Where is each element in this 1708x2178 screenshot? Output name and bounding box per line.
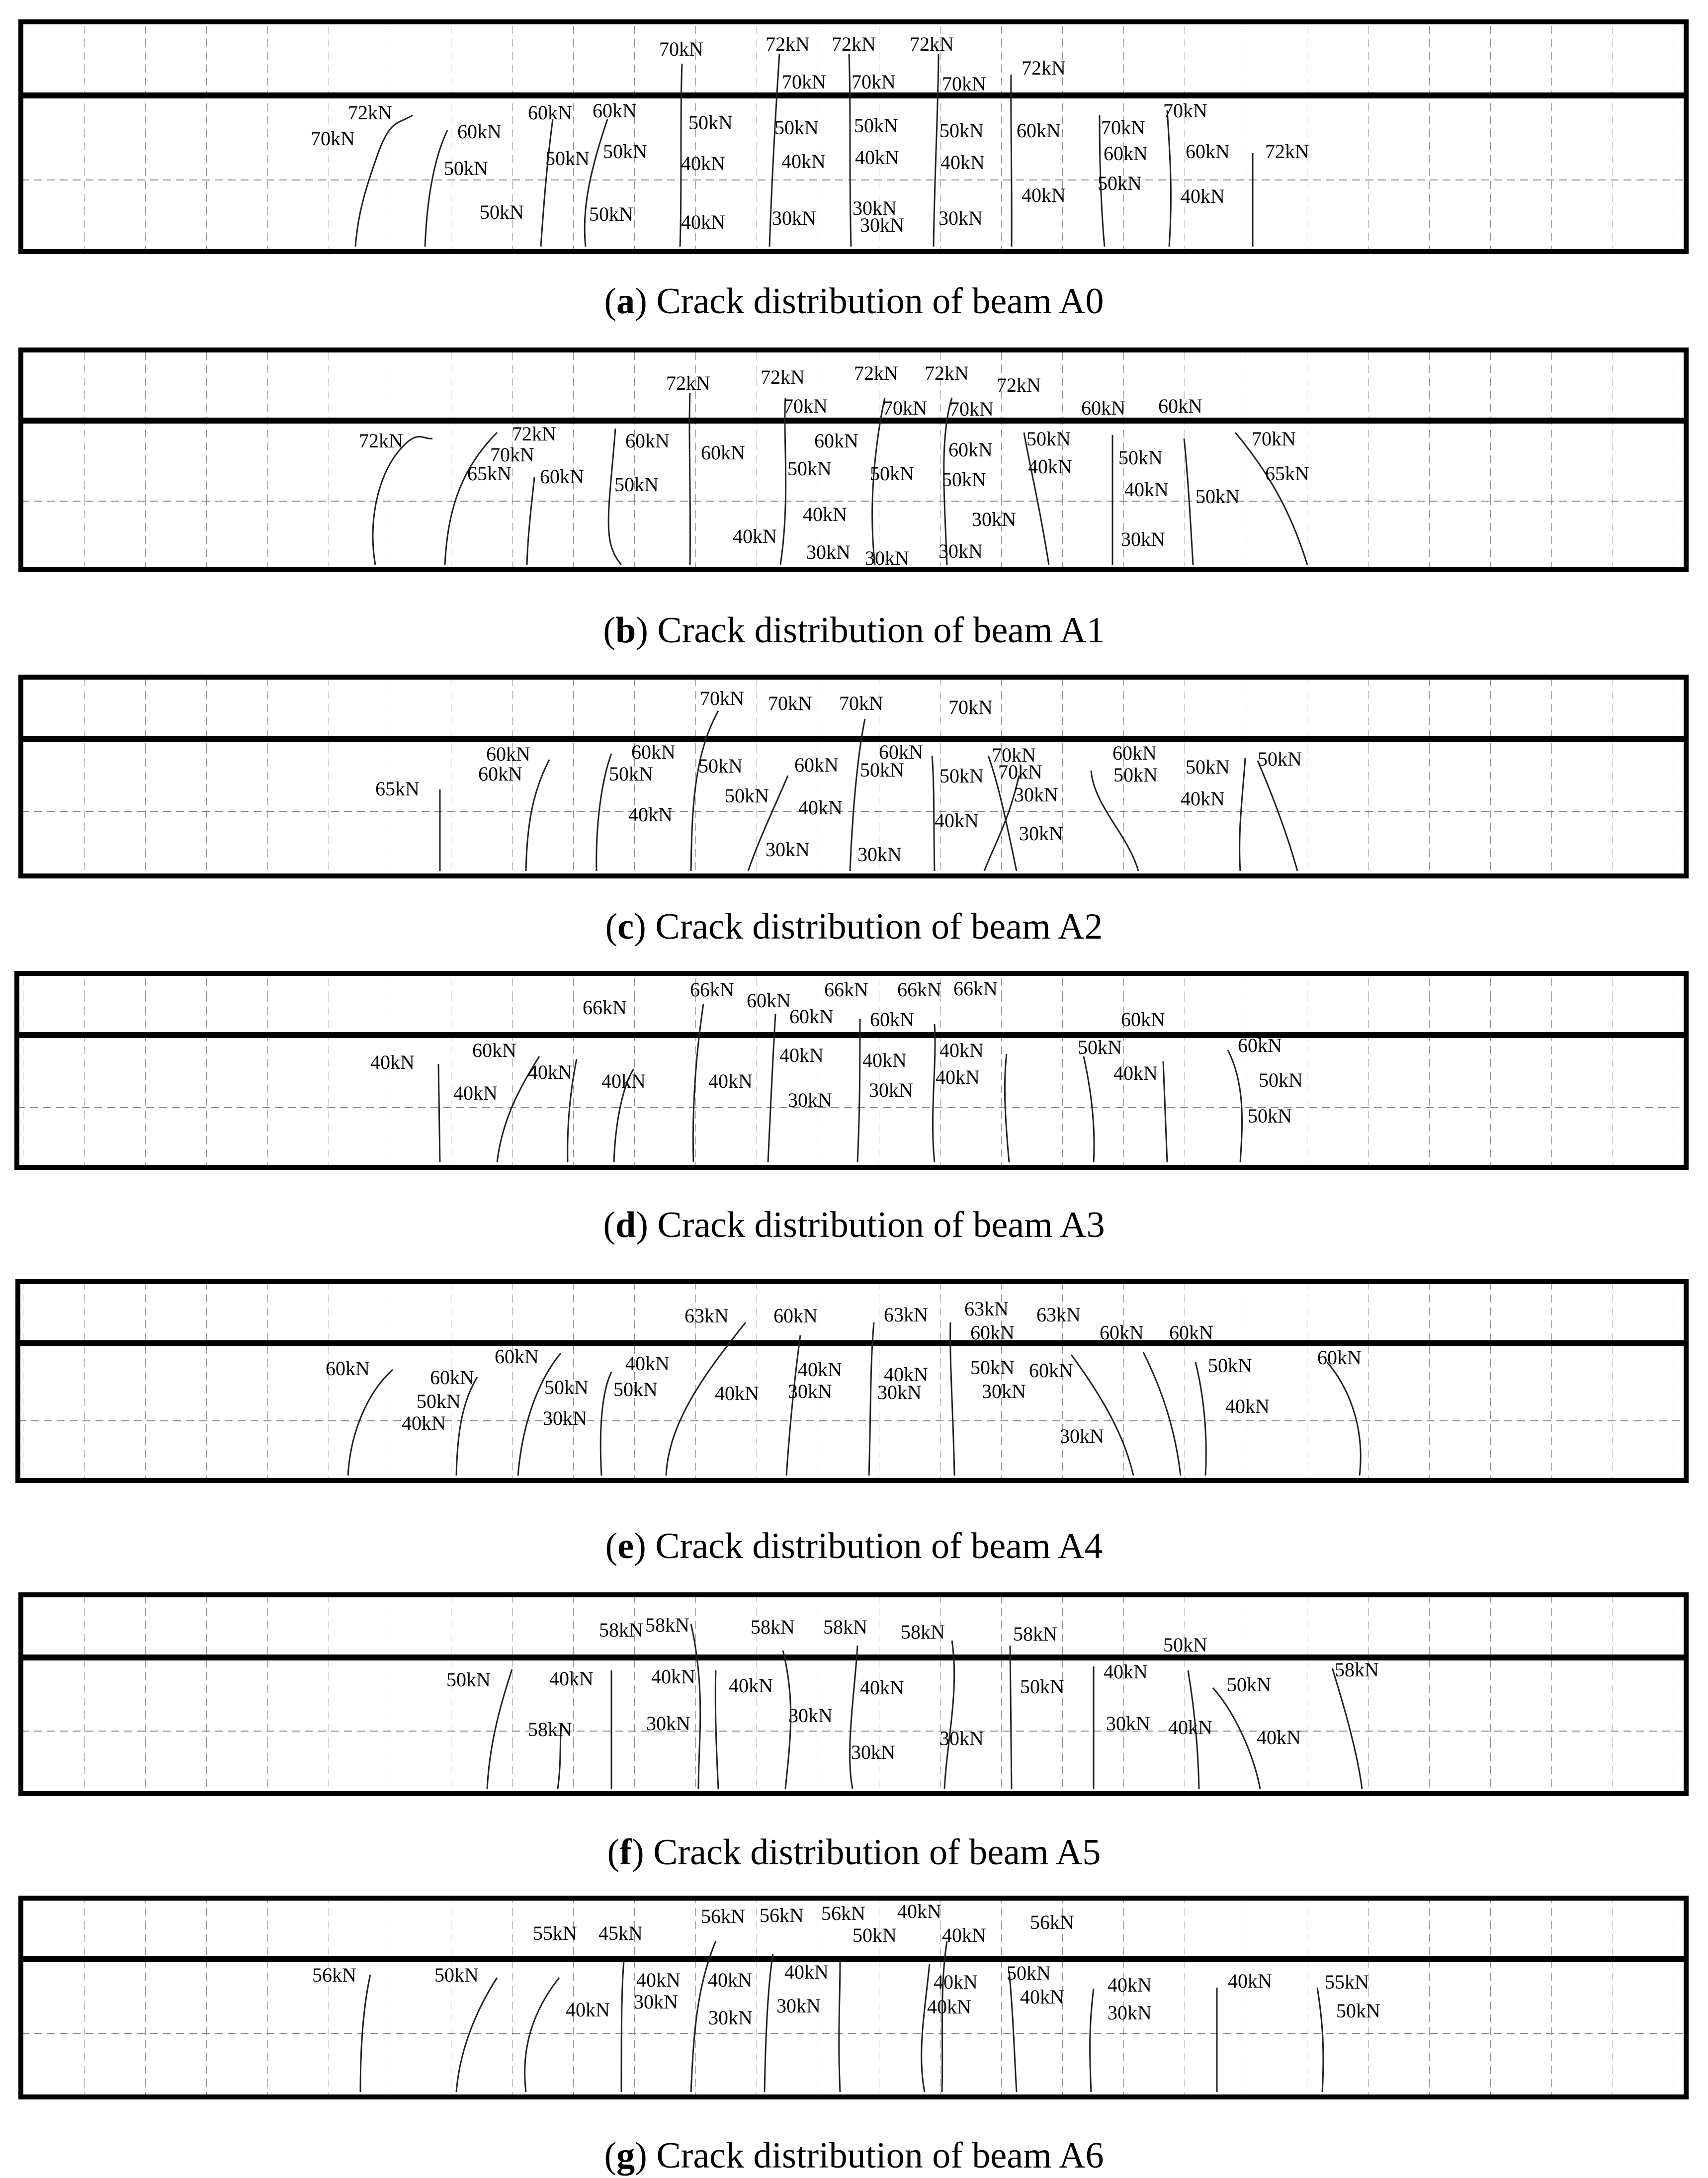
load-label: 70kN [490,443,534,466]
load-label: 40kN [601,1070,646,1092]
load-label: 60kN [948,438,993,461]
load-label: 40kN [1108,1974,1152,1996]
load-label: 70kN [883,397,927,419]
load-label: 50kN [774,116,819,139]
load-label: 66kN [690,978,734,1001]
load-label: 58kN [1013,1623,1057,1645]
load-label: 55kN [533,1922,577,1944]
load-label: 30kN [646,1712,690,1735]
load-label: 40kN [402,1412,446,1434]
load-label: 40kN [1181,185,1225,207]
load-label: 50kN [939,119,984,142]
load-label: 70kN [948,696,993,718]
load-label: 40kN [1228,1970,1272,1992]
load-label: 30kN [543,1407,587,1429]
load-label: 40kN [1225,1395,1270,1417]
panel-caption: (d) Crack distribution of beam A3 [603,1205,1105,1245]
load-label: 40kN [803,503,847,525]
load-label: 50kN [1078,1036,1122,1058]
load-label: 60kN [472,1039,516,1061]
load-label: 60kN [789,1005,834,1028]
load-label: 66kN [824,978,868,1001]
load-label: 70kN [992,744,1036,766]
load-label: 72kN [512,423,556,445]
load-label: 50kN [444,157,488,179]
load-label: 40kN [781,150,826,173]
load-label: 40kN [453,1082,498,1104]
load-label: 50kN [480,201,524,223]
load-label: 40kN [1181,787,1225,810]
load-label: 50kN [614,473,659,496]
load-label: 60kN [773,1305,818,1327]
load-label: 63kN [684,1305,729,1327]
load-label: 60kN [1317,1346,1362,1369]
load-label: 72kN [925,362,969,384]
load-label: 40kN [940,151,985,174]
load-label: 60kN [540,465,584,488]
load-label: 66kN [583,996,627,1019]
load-label: 40kN [1113,1062,1158,1084]
load-label: 63kN [1036,1304,1081,1326]
load-label: 50kN [1098,172,1142,194]
panel-caption: (c) Crack distribution of beam A2 [605,906,1103,947]
load-label: 40kN [935,809,979,832]
load-label: 60kN [528,101,572,124]
load-label: 30kN [772,207,816,229]
panel-caption: (f) Crack distribution of beam A5 [607,1832,1101,1873]
load-label: 50kN [870,462,914,485]
load-label: 56kN [821,1902,865,1924]
load-label: 58kN [1335,1658,1379,1681]
load-label: 60kN [593,99,637,122]
load-label: 72kN [1022,57,1066,79]
load-label: 40kN [936,1066,980,1088]
load-label: 70kN [942,73,986,95]
load-label: 70kN [311,127,355,150]
load-label: 50kN [434,1964,479,1986]
load-label: 50kN [1208,1354,1252,1377]
load-label: 63kN [884,1304,928,1326]
load-label: 60kN [1017,119,1061,142]
load-label: 60kN [1100,1321,1144,1344]
load-label: 40kN [897,1900,941,1922]
load-label: 50kN [860,759,904,781]
load-label: 50kN [1227,1673,1271,1696]
load-label: 65kN [1265,462,1309,485]
load-label: 60kN [1081,397,1125,419]
load-label: 50kN [1020,1675,1064,1698]
load-label: 70kN [700,687,744,709]
load-label: 40kN [566,1999,610,2021]
panel-f [21,1595,1686,1873]
load-label: 56kN [312,1964,356,1986]
load-label: 60kN [457,120,502,143]
panel-e [18,1282,1686,1567]
load-label: 70kN [1101,116,1145,139]
load-label: 58kN [751,1616,795,1638]
load-label: 60kN [701,441,745,464]
load-label: 50kN [544,1376,589,1398]
load-label: 50kN [1196,485,1240,508]
load-label: 30kN [776,1995,821,2017]
load-label: 40kN [1020,1986,1064,2008]
load-label: 50kN [603,140,647,163]
load-label: 30kN [939,1727,984,1749]
load-label: 40kN [860,1676,904,1699]
load-label: 50kN [1118,446,1163,469]
load-label: 60kN [631,741,676,763]
load-label: 40kN [1168,1716,1212,1739]
load-label: 40kN [681,211,725,233]
load-label: 50kN [446,1668,491,1691]
load-label: 60kN [970,1321,1015,1344]
load-label: 50kN [854,114,898,137]
load-label: 60kN [1104,142,1148,165]
load-label: 40kN [884,1363,928,1386]
load-label: 30kN [634,1991,678,2013]
load-label: 30kN [877,1381,922,1403]
load-label: 60kN [879,741,923,763]
load-label: 30kN [766,838,810,861]
load-label: 30kN [1014,784,1058,806]
load-label: 30kN [982,1380,1026,1402]
load-label: 55kN [1325,1971,1369,1993]
load-label: 40kN [798,1358,842,1381]
load-label: 70kN [949,398,994,420]
load-label: 60kN [1029,1359,1073,1382]
load-label: 50kN [1026,428,1071,450]
load-label: 50kN [1258,748,1302,770]
load-label: 30kN [788,1089,832,1111]
load-label: 40kN [855,146,899,169]
load-label: 60kN [625,430,670,452]
load-label: 60kN [1169,1321,1213,1344]
load-label: 50kN [545,147,590,170]
load-label: 50kN [1113,764,1158,786]
load-label: 60kN [1238,1034,1282,1056]
load-label: 50kN [698,755,743,777]
load-label: 50kN [942,468,986,491]
load-label: 56kN [760,1904,804,1926]
load-label: 65kN [467,462,512,485]
load-label: 70kN [839,692,883,714]
load-label: 70kN [852,71,896,93]
load-label: 30kN [788,1704,833,1727]
load-label: 72kN [359,430,403,452]
load-label: 40kN [708,1070,753,1092]
load-label: 58kN [599,1619,643,1641]
panel-a [21,22,1686,322]
load-label: 72kN [1265,140,1309,163]
load-label: 70kN [783,395,828,417]
load-label: 60kN [814,430,858,452]
load-label: 50kN [589,203,633,225]
panel-caption: (a) Crack distribution of beam A0 [604,281,1104,322]
load-label: 30kN [857,843,902,866]
load-label: 72kN [761,366,805,388]
load-label: 66kN [897,978,941,1001]
load-label: 30kN [939,207,983,229]
load-label: 30kN [860,214,904,236]
load-label: 40kN [549,1667,594,1690]
load-label: 30kN [1106,1712,1150,1735]
load-label: 40kN [862,1049,907,1071]
load-label: 72kN [348,101,392,124]
load-label: 40kN [651,1665,695,1688]
panel-d [17,973,1686,1245]
load-label: 50kN [939,765,984,787]
load-label: 70kN [659,38,703,60]
load-label: 50kN [970,1356,1015,1379]
load-label: 50kN [1007,1962,1051,1984]
load-label: 45kN [598,1922,643,1944]
load-label: 60kN [478,763,522,785]
load-label: 72kN [997,374,1041,396]
load-label: 60kN [1158,395,1202,417]
load-label: 60kN [486,743,530,765]
load-label: 30kN [788,1380,832,1402]
load-label: 40kN [1104,1660,1148,1683]
load-label: 60kN [747,989,791,1012]
load-label: 30kN [1108,2002,1152,2024]
load-label: 72kN [832,33,876,55]
load-label: 60kN [1121,1008,1165,1031]
load-label: 58kN [901,1621,945,1643]
load-label: 60kN [794,754,839,776]
load-label: 50kN [1259,1069,1303,1091]
load-label: 50kN [1186,756,1230,778]
load-label: 70kN [1252,428,1296,450]
load-label: 63kN [964,1298,1009,1320]
load-label: 40kN [628,803,673,826]
load-label: 30kN [865,547,909,569]
load-label: 70kN [768,692,812,714]
panel-caption: (b) Crack distribution of beam A1 [603,610,1105,651]
load-label: 50kN [417,1390,461,1412]
load-label: 50kN [609,763,653,785]
load-label: 56kN [1030,1911,1074,1933]
load-label: 40kN [1022,184,1066,206]
load-label: 30kN [853,197,897,219]
load-label: 50kN [688,111,733,134]
load-label: 40kN [779,1044,824,1066]
load-label: 60kN [495,1345,539,1368]
load-label: 50kN [725,784,769,807]
load-label: 72kN [854,362,898,384]
panel-b [21,350,1686,651]
load-label: 66kN [953,977,998,1000]
load-label: 30kN [708,2006,753,2029]
load-label: 40kN [784,1961,829,1983]
load-label: 40kN [681,152,725,174]
panel-caption: (e) Crack distribution of beam A4 [605,1526,1103,1567]
load-label: 40kN [934,1971,978,1993]
load-label: 40kN [625,1352,670,1375]
load-label: 30kN [869,1079,913,1101]
load-label: 40kN [1257,1726,1301,1748]
load-label: 72kN [910,33,954,55]
load-label: 70kN [1163,99,1207,122]
load-label: 40kN [708,1969,752,1991]
load-label: 50kN [1336,2000,1380,2022]
load-label: 50kN [613,1378,658,1400]
load-label: 30kN [806,541,851,563]
load-label: 40kN [733,525,777,547]
load-label: 40kN [1124,478,1169,501]
load-label: 50kN [853,1924,897,1946]
load-label: 58kN [823,1616,867,1638]
load-label: 56kN [701,1905,745,1927]
load-label: 58kN [645,1614,689,1636]
load-label: 40kN [715,1382,759,1404]
load-label: 60kN [1112,742,1157,764]
load-label: 40kN [942,1924,986,1946]
load-label: 40kN [370,1051,415,1073]
load-label: 30kN [851,1741,895,1763]
load-label: 58kN [528,1718,572,1741]
load-label: 72kN [666,372,710,394]
load-label: 30kN [972,508,1016,530]
load-label: 50kN [787,457,832,480]
load-label: 65kN [375,778,420,800]
panel-c [21,677,1686,947]
panel-caption: (g) Crack distribution of beam A6 [604,2135,1104,2176]
load-label: 40kN [636,1969,681,1991]
load-label: 50kN [1163,1634,1207,1656]
load-label: 30kN [1121,528,1165,550]
load-label: 70kN [998,761,1042,783]
load-label: 60kN [430,1366,474,1389]
load-label: 70kN [782,71,826,93]
load-label: 72kN [766,33,810,55]
load-label: 40kN [1028,455,1072,478]
load-label: 40kN [528,1061,572,1083]
load-label: 50kN [1248,1105,1292,1127]
load-label: 40kN [927,1996,971,2018]
load-label: 30kN [1060,1425,1104,1447]
load-label: 40kN [729,1674,773,1697]
load-label: 60kN [870,1008,914,1031]
load-label: 40kN [939,1039,984,1061]
load-label: 60kN [326,1357,370,1380]
load-label: 30kN [939,540,983,562]
load-label: 60kN [1186,140,1230,163]
panel-g [21,1898,1686,2176]
load-label: 30kN [1019,822,1063,845]
load-label: 40kN [798,796,843,819]
